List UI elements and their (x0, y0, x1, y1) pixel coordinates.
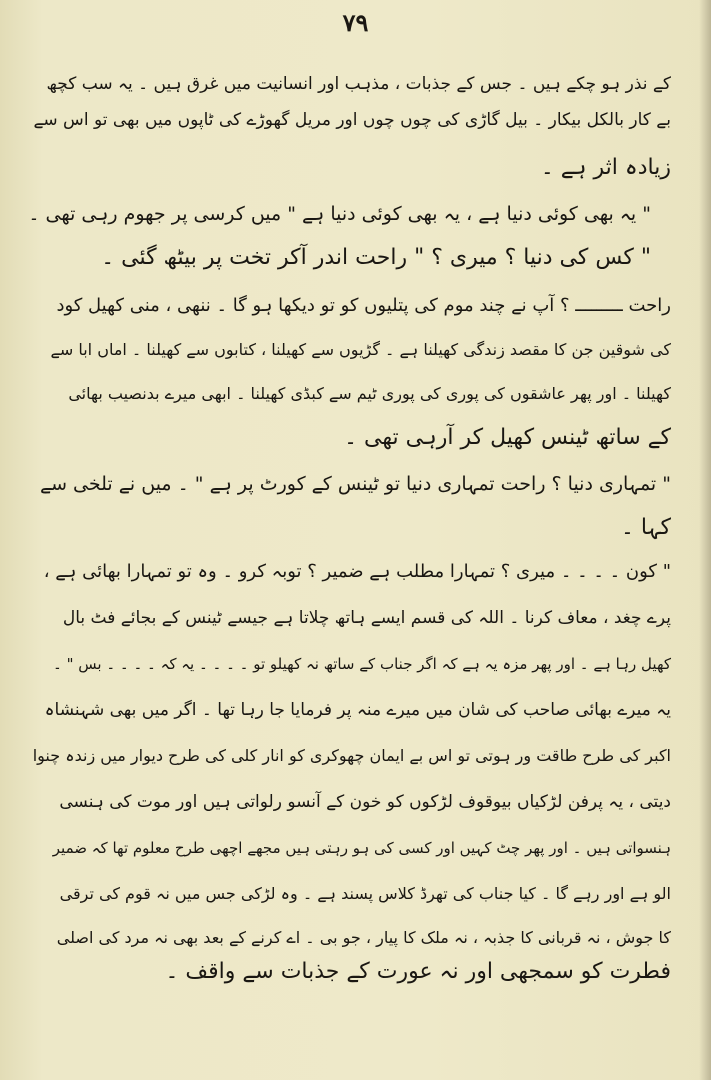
text-line: اکبر کی طرح طاقت ور ہوتی تو اس بے ایمان چھوکری کو انار کلی کی طرح دیوار میں زندہ چنوا (32, 746, 671, 765)
text-line: کہا ۔ (621, 515, 671, 540)
text-line: " تمہاری دنیا ؟ راحت تمہاری دنیا تو ٹینس کے کورٹ پر ہے " ۔ میں نے تلخی سے (39, 473, 671, 495)
text-line: زیادہ اثر ہے ۔ (540, 155, 671, 180)
text-line: کھیلنا ۔ اور پھر عاشقوں کی پوری کی پوری ٹیم سے کبڈی کھیلنا ۔ ابھی میرے بدنصیب بھائی (68, 384, 671, 403)
text-line: فطرت کو سمجھی اور نہ عورت کے جذبات سے واقف ۔ (165, 959, 671, 984)
text-line: " یہ بھی کوئی دنیا ہے ، یہ بھی کوئی دنیا ہے " میں کرسی پر جھوم رہی تھی ۔ (28, 203, 651, 225)
text-line: کھیل رہا ہے ۔ اور پھر مزہ یہ ہے کہ اگر جناب کے ساتھ نہ کھیلو تو ۔ ۔ ۔ ۔ یہ کہ ۔ ۔ ۔ ۔ بس " ۔ (53, 655, 671, 673)
text-line: دیتی ، یہ پرفن لڑکیاں بیوقوف لڑکوں کو خون کے آنسو رلواتی ہیں اور موت کی ہنسی (59, 792, 671, 812)
text-line: ہنسواتی ہیں ۔ اور پھر چٹ کہیں اور کسی کی ہو رہتی ہیں مجھے اچھی طرح معلوم تھا کہ ضمیر (52, 839, 671, 857)
page-edge-shadow (699, 0, 711, 1080)
text-line: کی شوقین جن کا مقصد زندگی کھیلنا ہے ۔ گڑیوں سے کھیلنا ، کتابوں سے کھیلنا ۔ اماں ابا سے (50, 340, 671, 359)
text-line: بے کار بالکل بیکار ۔ بیل گاڑی کی چوں چوں اور مریل گھوڑے کی ٹاپوں میں بھی تو اس سے (33, 110, 671, 130)
text-line: الو ہے اور رہے گا ۔ کیا جناب کی تھرڈ کلاس پسند ہے ۔ وہ لڑکی جس میں نہ قوم کی ترقی (59, 884, 671, 903)
text-line: راحت ـــــــــ ؟ آپ نے چند موم کی پتلیوں کو تو دیکھا ہو گا ۔ ننھی ، منی کھیل کود (56, 295, 671, 316)
text-line: پرے چغد ، معاف کرنا ۔ اللہ کی قسم ایسے ہاتھ چلاتا ہے جیسے ٹینس کے بجائے فٹ بال (62, 608, 671, 628)
text-line: " کون ۔ ۔ ۔ ۔ میری ؟ تمہارا مطلب ہے ضمیر ؟ توبہ کرو ۔ وہ تو تمہارا بھائی ہے ، (43, 561, 671, 582)
text-line: کا جوش ، نہ قربانی کا جذبہ ، نہ ملک کا پیار ، جو بی ۔ اے کرنے کے بعد بھی نہ مرد کی اصلی (56, 928, 671, 947)
text-line: کے ساتھ ٹینس کھیل کر آرہی تھی ۔ (344, 425, 671, 450)
text-line: کے نذر ہو چکے ہیں ۔ جس کے جذبات ، مذہب اور انسانیت میں غرق ہیں ۔ یہ سب کچھ (46, 74, 671, 94)
text-line: " کس کی دنیا ؟ میری ؟ " راحت اندر آکر تخت پر بیٹھ گئی ۔ (101, 245, 651, 270)
page-number: ۷۹ (342, 8, 369, 37)
text-line: یہ میرے بھائی صاحب کی شان میں میرے منہ پر فرمایا جا رہا تھا ۔ اگر میں بھی شہنشاہ (44, 700, 671, 720)
